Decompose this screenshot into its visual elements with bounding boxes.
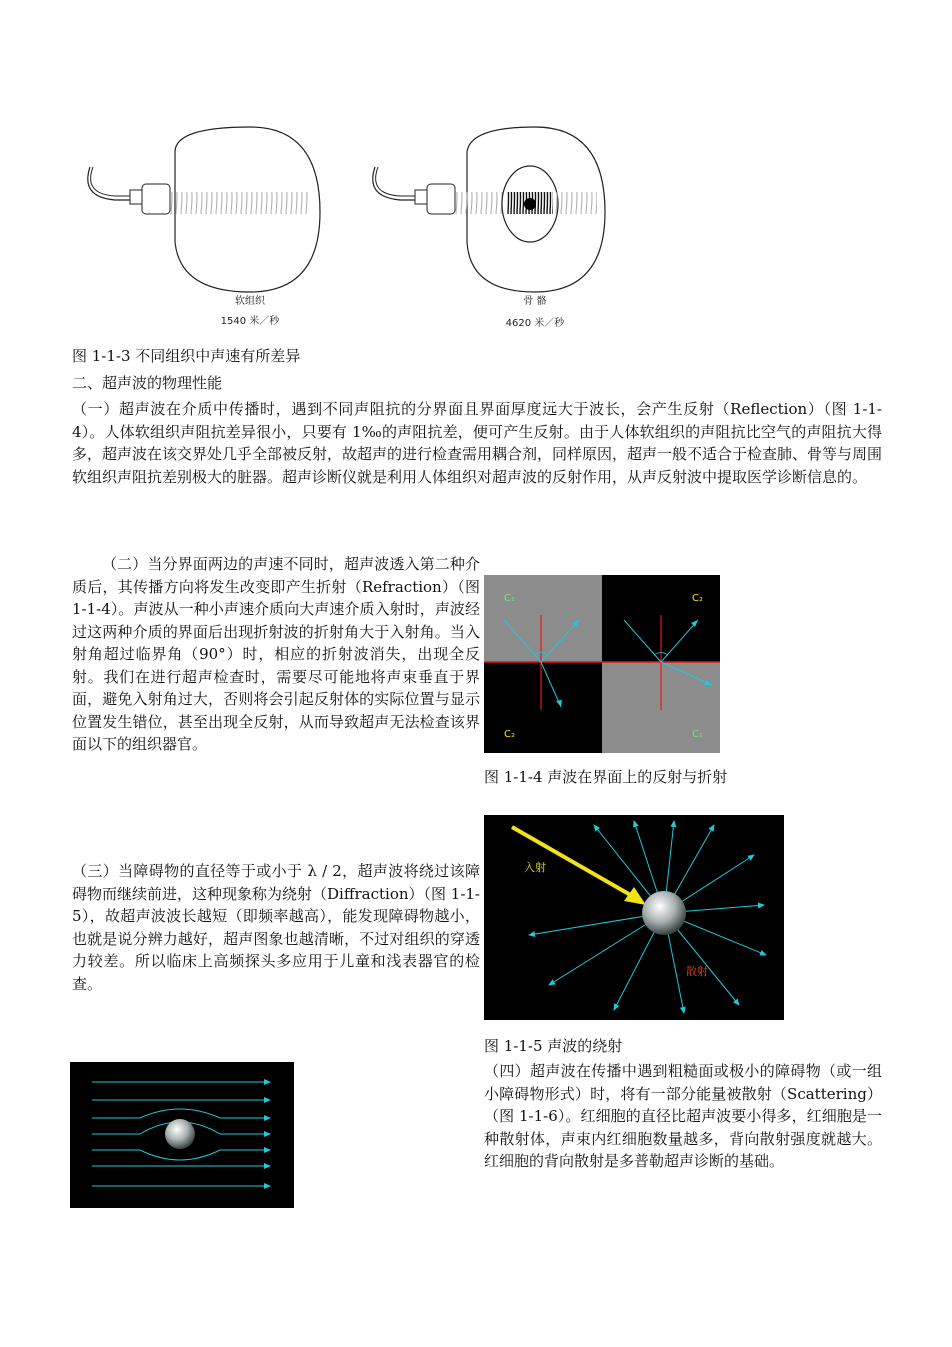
figure-1-1-5-caption: 图 1-1-5 声波的绕射 [484,1037,623,1055]
figure-1-1-3-caption: 图 1-1-3 不同组织中声速有所差异 [72,347,301,365]
bone-label: 骨 骼 [523,296,547,307]
probe-left [130,190,142,204]
scatter-label: 散射 [686,965,708,978]
paragraph-refraction: （二）当分界面两边的声速不同时，超声波透入第二种介质后，其传播方向将发生改变即产生折射（Refraction）（图 1-1-4）。声波从一种小声速介质向大声速介质入射时，声波经过这两种介质的界面后出现折射波的折射角大于入射角。当入射角超过临界角（90°）时，相应的折射波消失，出现全反射。我们在进行超声检查时，需要尽可能地将声束垂直于界面，避免入射角过大，否则将会引起反射体的实际位置与显示位置发生错位，甚至出现全反射，从而导致超声无法检查该界面以下的组织器官。 [72,555,480,753]
section-heading: 二、超声波的物理性能 [72,374,223,392]
sound-speed-illustration [75,122,635,337]
paragraph-diffraction: （三）当障碍物的直径等于或小于 λ / 2，超声波将绕过该障碍物而继续前进，这种现象称为绕射（Diffraction）（图 1-1-5），故超声波波长越短（即频率越高），能发现障碍物越小，也就是说分辨力越好，超声图象也越清晰，不过对组织的穿透力较差。所以临床上高频探头多应用于儿童和浅表器官的检查。 [72,862,481,993]
scattering-flow-diagram [70,1062,294,1208]
bone-speed: 4620 米／秒 [505,318,565,329]
figure-1-1-4-caption: 图 1-1-4 声波在界面上的反射与折射 [484,768,728,786]
c2-bottom-label: C₂ [504,729,515,740]
c1-top-label: C₁ [504,593,515,604]
figure-1-1-3 [75,122,635,337]
obstacle-sphere [642,891,686,935]
reflection-refraction-diagram [484,575,720,753]
paragraph-reflection: （一）超声波在介质中传播时，遇到不同声阻抗的分界面且界面厚度远大于波长，会产生反射（Reflection）（图 1-1-4）。人体软组织声阻抗差异很小，只要有 1‰的声阻抗差，便可产生反射。由于人体软组织的声阻抗比空气的声阻抗大得多，超声波在该交界处几乎全部被反射，故超声的进行检查需用耦合剂，同样原因，超声一般不适合于检查肺、骨等与周围软组织声阻抗差别极大的脏器。超声诊断仪就是利用人体组织对超声波的反射作用，从声反射波中提取医学诊断信息的。 [72,400,883,486]
figure-1-1-4 [484,575,720,753]
bone-diagram [373,127,605,292]
c2-top-label: C₂ [692,593,703,604]
diffraction-diagram [484,815,784,1020]
incident-label: 入射 [524,861,546,874]
sound-beam-soft [170,192,310,214]
soft-tissue-speed: 1540 米／秒 [220,316,280,327]
soft-tissue-label: 软组织 [235,296,265,307]
soft-tissue-diagram [88,127,320,292]
figure-1-1-6 [70,1062,294,1208]
scatter-sphere [165,1119,195,1149]
c1-bottom-label: C₁ [692,729,703,740]
probe-right [415,190,427,204]
paragraph-scattering: （四）超声波在传播中遇到粗糙面或极小的障碍物（或一组小障碍物形式）时，将有一部分能量被散射（Scattering）（图 1-1-6）。红细胞的直径比超声波要小得多，红细胞是一种散射体，声束内红细胞数量越多，背向散射强度就越大。红细胞的背向散射是多普勒超声诊断的基础。 [484,1062,882,1170]
figure-1-1-5 [484,815,784,1020]
